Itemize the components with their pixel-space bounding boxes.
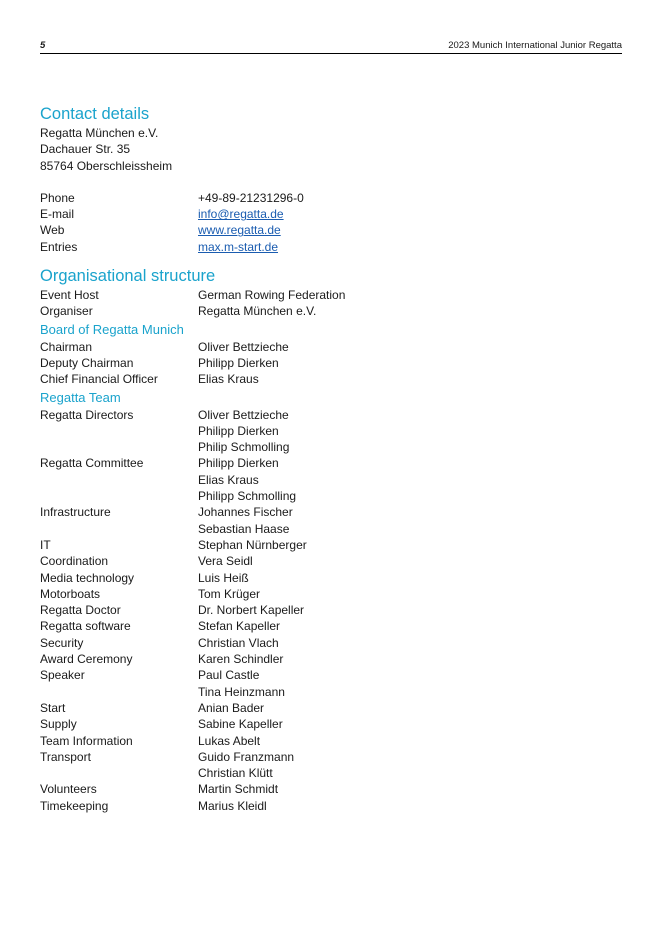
role-row <box>40 570 622 586</box>
role-label: IT <box>40 537 51 552</box>
person-name: Vera Seidl <box>198 554 253 569</box>
role-label: Organiser <box>40 304 93 319</box>
role-people <box>198 586 260 602</box>
person-name: Sabine Kapeller <box>198 717 283 732</box>
role-people <box>198 287 345 303</box>
role-row <box>40 537 622 553</box>
web-link[interactable]: www.regatta.de <box>198 223 281 238</box>
role-row <box>40 586 622 602</box>
contact-web-row <box>40 222 622 238</box>
person-name: Johannes Fischer <box>198 505 293 520</box>
person-name: Philipp Dierken <box>198 355 279 370</box>
board-heading: Board of Regatta Munich <box>40 321 184 337</box>
role-label: Volunteers <box>40 782 97 797</box>
team-heading: Regatta Team <box>40 389 121 405</box>
person-name: Karen Schindler <box>198 652 284 667</box>
role-label: Media technology <box>40 570 135 585</box>
role-people <box>198 570 249 586</box>
person-name: Stephan Nürnberger <box>198 537 307 552</box>
role-people <box>198 667 285 700</box>
role-row <box>40 733 622 749</box>
contact-heading: Contact details <box>40 105 150 123</box>
board-list <box>40 339 622 388</box>
role-people <box>198 602 304 618</box>
role-label: Motorboats <box>40 586 101 601</box>
role-people <box>198 733 260 749</box>
role-people <box>198 339 289 355</box>
role-people <box>198 700 264 716</box>
role-people <box>198 355 279 371</box>
person-name: Elias Kraus <box>198 472 259 487</box>
role-row <box>40 700 622 716</box>
contact-phone-row <box>40 190 622 206</box>
role-label: Infrastructure <box>40 505 111 520</box>
person-name: Sebastian Haase <box>198 521 290 536</box>
role-people <box>198 781 278 797</box>
email-label: E-mail <box>40 207 75 222</box>
role-label: Timekeeping <box>40 798 109 813</box>
person-name: Marius Kleidl <box>198 798 267 813</box>
person-name: Christian Vlach <box>198 635 279 650</box>
page-header <box>40 38 622 54</box>
person-name: Philipp Dierken <box>198 423 279 438</box>
person-name: Oliver Bettzieche <box>198 339 289 354</box>
page-content <box>40 103 622 814</box>
role-label: Speaker <box>40 668 85 683</box>
person-name: Paul Castle <box>198 668 260 683</box>
role-row <box>40 303 622 319</box>
person-name: Anian Bader <box>198 700 265 715</box>
web-label: Web <box>40 223 65 238</box>
person-name: Luis Heiß <box>198 570 249 585</box>
role-people <box>198 618 280 634</box>
role-row <box>40 635 622 651</box>
role-people <box>198 635 279 651</box>
role-label: Transport <box>40 749 91 764</box>
contact-address <box>40 125 622 174</box>
role-row <box>40 371 622 387</box>
role-row <box>40 355 622 371</box>
role-people <box>198 303 316 319</box>
role-label: Chief Financial Officer <box>40 372 158 387</box>
role-people <box>198 455 296 504</box>
address-line: Dachauer Str. 35 <box>40 142 131 157</box>
role-row <box>40 798 622 814</box>
person-name: Lukas Abelt <box>198 733 261 748</box>
role-row <box>40 455 622 504</box>
contact-email-row <box>40 206 622 222</box>
role-people <box>198 504 293 537</box>
team-list <box>40 407 622 814</box>
entries-label: Entries <box>40 239 78 254</box>
role-row <box>40 781 622 797</box>
person-name: Regatta München e.V. <box>198 304 317 319</box>
role-row <box>40 602 622 618</box>
role-label: Chairman <box>40 339 93 354</box>
address-line: Regatta München e.V. <box>40 126 159 140</box>
role-row <box>40 651 622 667</box>
contact-entries-row <box>40 239 622 255</box>
page-number: 5 <box>40 40 46 51</box>
person-name: Philip Schmolling <box>198 440 290 455</box>
person-name: Philipp Dierken <box>198 456 279 471</box>
person-name: Martin Schmidt <box>198 782 279 797</box>
role-label: Regatta Committee <box>40 456 144 471</box>
person-name: Guido Franzmann <box>198 749 295 764</box>
role-label: Regatta Directors <box>40 407 134 422</box>
document-title: 2023 Munich International Junior Regatta <box>448 40 622 51</box>
person-name: Oliver Bettzieche <box>198 407 289 422</box>
role-label: Security <box>40 635 84 650</box>
org-heading: Organisational structure <box>40 267 216 286</box>
role-people <box>198 537 307 553</box>
role-row <box>40 339 622 355</box>
phone-value: +49-89-21231296-0 <box>198 190 304 205</box>
phone-label: Phone <box>40 190 75 205</box>
role-people <box>198 749 294 782</box>
role-label: Supply <box>40 717 77 732</box>
role-people <box>198 553 253 569</box>
role-label: Regatta software <box>40 619 131 634</box>
role-label: Award Ceremony <box>40 652 133 667</box>
role-row <box>40 407 622 456</box>
role-label: Coordination <box>40 554 109 569</box>
role-row <box>40 287 622 303</box>
role-label: Event Host <box>40 288 99 303</box>
role-label: Deputy Chairman <box>40 355 134 370</box>
role-people <box>198 716 283 732</box>
person-name: German Rowing Federation <box>198 288 346 303</box>
org-top-list <box>40 287 622 320</box>
role-label: Team Information <box>40 733 133 748</box>
role-label: Regatta Doctor <box>40 603 121 618</box>
role-row <box>40 749 622 782</box>
role-row <box>40 667 622 700</box>
role-row <box>40 504 622 537</box>
person-name: Elias Kraus <box>198 372 259 387</box>
entries-link[interactable]: max.m-start.de <box>198 239 279 254</box>
person-name: Dr. Norbert Kapeller <box>198 603 305 618</box>
role-label: Start <box>40 700 66 715</box>
email-link[interactable]: info@regatta.de <box>198 207 284 222</box>
person-name: Tom Krüger <box>198 586 261 601</box>
person-name: Philipp Schmolling <box>198 489 297 504</box>
role-people <box>198 371 259 387</box>
role-row <box>40 553 622 569</box>
role-row <box>40 716 622 732</box>
person-name: Stefan Kapeller <box>198 619 281 634</box>
person-name: Tina Heinzmann <box>198 684 285 699</box>
role-people <box>198 407 289 456</box>
address-line: 85764 Oberschleissheim <box>40 158 173 173</box>
person-name: Christian Klütt <box>198 766 273 781</box>
role-row <box>40 618 622 634</box>
role-people <box>198 798 267 814</box>
role-people <box>198 651 283 667</box>
